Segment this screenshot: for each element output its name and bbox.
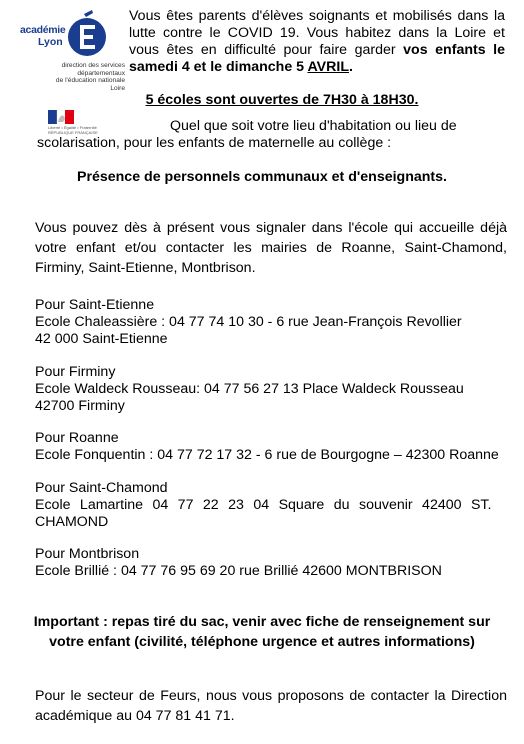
school-title: Pour Firminy: [35, 364, 116, 380]
schools-open-heading: 5 écoles sont ouvertes de 7H30 à 18H30.: [145, 92, 419, 108]
feurs-paragraph: Pour le secteur de Feurs, nous vous proposons de contacter la Direction académique au 04 77 81 41 71.: [35, 688, 507, 724]
school-city: CHAMOND: [35, 514, 109, 530]
signal-paragraph: Vous pouvez dès à présent vous signaler dans l'école qui accueille déjà votre enfant et/ou contacter les mairies de Roanne, Saint-Chamond, Firminy, Saint-Etienne, Montbrison.: [35, 220, 507, 276]
school-block-saint-etienne: [35, 297, 507, 348]
presence-heading: Présence de personnels communaux et d'enseignants.: [76, 169, 447, 185]
intro-text: Vous êtes parents d'élèves soignants et mobilisés dans la lutte contre le COVID 19. Vous habitez dans la Loire et vous êtes en difficulté pour faire garder: [129, 8, 505, 58]
school-address: Ecole Lamartine 04 77 22 23 04 Square du souvenir 42400 ST.: [35, 497, 492, 513]
school-address: Ecole Brillié : 04 77 76 95 69 20 rue Brillié 42600 MONTBRISON: [35, 563, 442, 579]
school-block-saint-chamond: [35, 480, 507, 531]
marianne-flag-icon: [48, 110, 74, 124]
school-title: Pour Saint-Etienne: [35, 297, 155, 313]
school-city: 42 000 Saint-Etienne: [35, 331, 168, 347]
whatever-line-1: Quel que soit votre lieu d'habitation ou lieu de: [170, 118, 457, 134]
school-block-firminy: [35, 364, 507, 415]
important-line-1: Important : repas tiré du sac, venir avec fiche de renseignement sur: [33, 614, 491, 630]
school-address: Ecole Waldeck Rousseau: 04 77 56 27 13 Place Waldeck Rousseau: [35, 381, 464, 397]
logo-subtitle-line: de l'éducation nationale: [55, 77, 125, 85]
republique-text: Liberté • Égalité • Fraternité RÉPUBLIQUE FRANÇAISE: [48, 125, 98, 135]
school-title: Pour Roanne: [35, 430, 119, 446]
academie-e-logo-icon: [66, 10, 106, 60]
school-address: Ecole Fonquentin : 04 77 72 17 32 - 6 rue de Bourgogne – 42300 Roanne: [35, 447, 499, 463]
logo-subtitle-line: Loire: [110, 84, 125, 92]
logo-word-academie: académie: [20, 24, 66, 36]
school-block-roanne: [35, 430, 507, 464]
intro-dates: vos enfants le samedi 4 et le dimanche 5: [129, 42, 505, 75]
school-title: Pour Montbrison: [35, 546, 140, 562]
logo-subtitle: [20, 62, 125, 92]
school-title: Pour Saint-Chamond: [35, 480, 168, 496]
school-address: Ecole Chaleassière : 04 77 74 10 30 - 6 rue Jean-François Revollier: [35, 314, 462, 330]
intro-month: AVRIL: [307, 59, 349, 75]
intro-end: .: [349, 59, 353, 75]
academie-logo: [20, 4, 125, 134]
intro-paragraph: [129, 8, 505, 76]
logo-subtitle-line: départementaux: [77, 69, 125, 77]
logo-word-lyon: Lyon: [38, 36, 63, 48]
important-line-2: votre enfant (civilité, téléphone urgence et autres informations): [49, 634, 475, 650]
school-city: 42700 Firminy: [35, 398, 125, 414]
school-block-montbrison: [35, 546, 507, 580]
logo-subtitle-line: direction des services: [61, 62, 125, 69]
whatever-line-2: scolarisation, pour les enfants de maternelle au collège :: [37, 135, 392, 151]
